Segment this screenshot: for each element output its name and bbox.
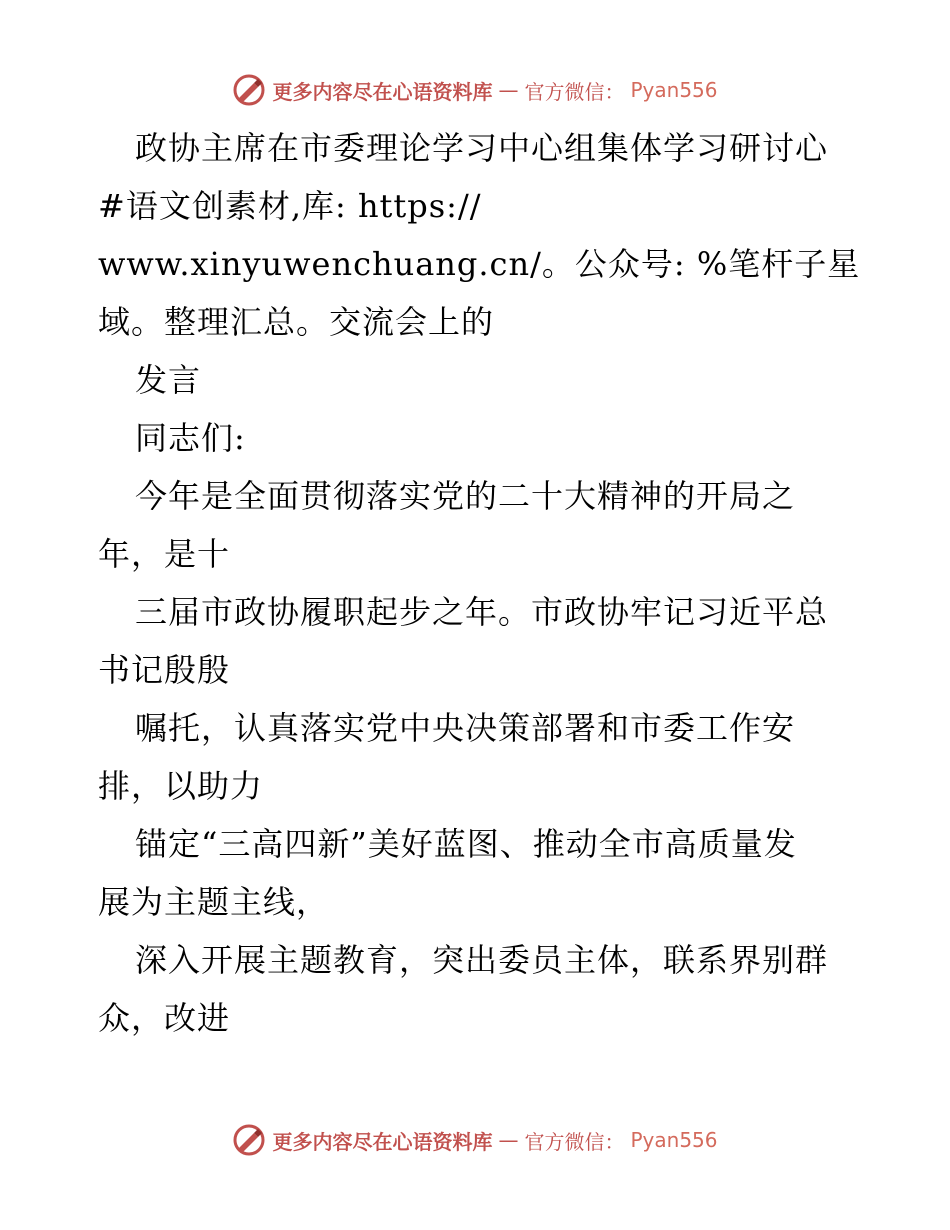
- text-line: 众，改进: [98, 999, 231, 1037]
- text-line: 年，是十: [98, 535, 231, 573]
- text-line: www.xinyuwenchuang.cn/。公众号: %笔杆子星: [98, 245, 861, 283]
- text-line: #语文创素材,库: https://: [98, 187, 482, 225]
- text-line: 深入开展主题教育，突出委员主体，联系界别群: [135, 941, 829, 979]
- pen-logo-icon: [232, 1123, 266, 1157]
- text-line: 锚定“三高四新”美好蓝图、推动全市高质量发: [135, 825, 797, 863]
- banner-title: 更多内容尽在心语资料库: [272, 1129, 493, 1154]
- banner-wechat-label: 官方微信：: [524, 79, 625, 104]
- banner-wechat-id: Pyan556: [630, 1128, 718, 1152]
- text-line: 书记殷殷: [98, 651, 231, 689]
- text-line: 今年是全面贯彻落实党的二十大精神的开局之: [135, 477, 796, 515]
- text-line: 展为主题主线，: [98, 883, 330, 921]
- text-line: 发言: [135, 361, 202, 399]
- banner-wechat-label: 官方微信：: [524, 1129, 625, 1154]
- footer-banner: [0, 1120, 950, 1160]
- text-line: 嘱托，认真落实党中央决策部署和市委工作安: [135, 709, 796, 747]
- text-line: 政协主席在市委理论学习中心组集体学习研讨心: [135, 129, 829, 167]
- banner-title: 更多内容尽在心语资料库: [272, 79, 493, 104]
- text-line: 三届市政协履职起步之年。市政协牢记习近平总: [135, 593, 829, 631]
- banner-dash: —: [498, 78, 519, 102]
- banner-dash: —: [498, 1128, 519, 1152]
- text-line: 排，以助力: [98, 767, 264, 805]
- text-line: 域。整理汇总。交流会上的: [98, 303, 495, 341]
- banner-wechat-id: Pyan556: [630, 78, 718, 102]
- text-line: 同志们:: [135, 419, 246, 457]
